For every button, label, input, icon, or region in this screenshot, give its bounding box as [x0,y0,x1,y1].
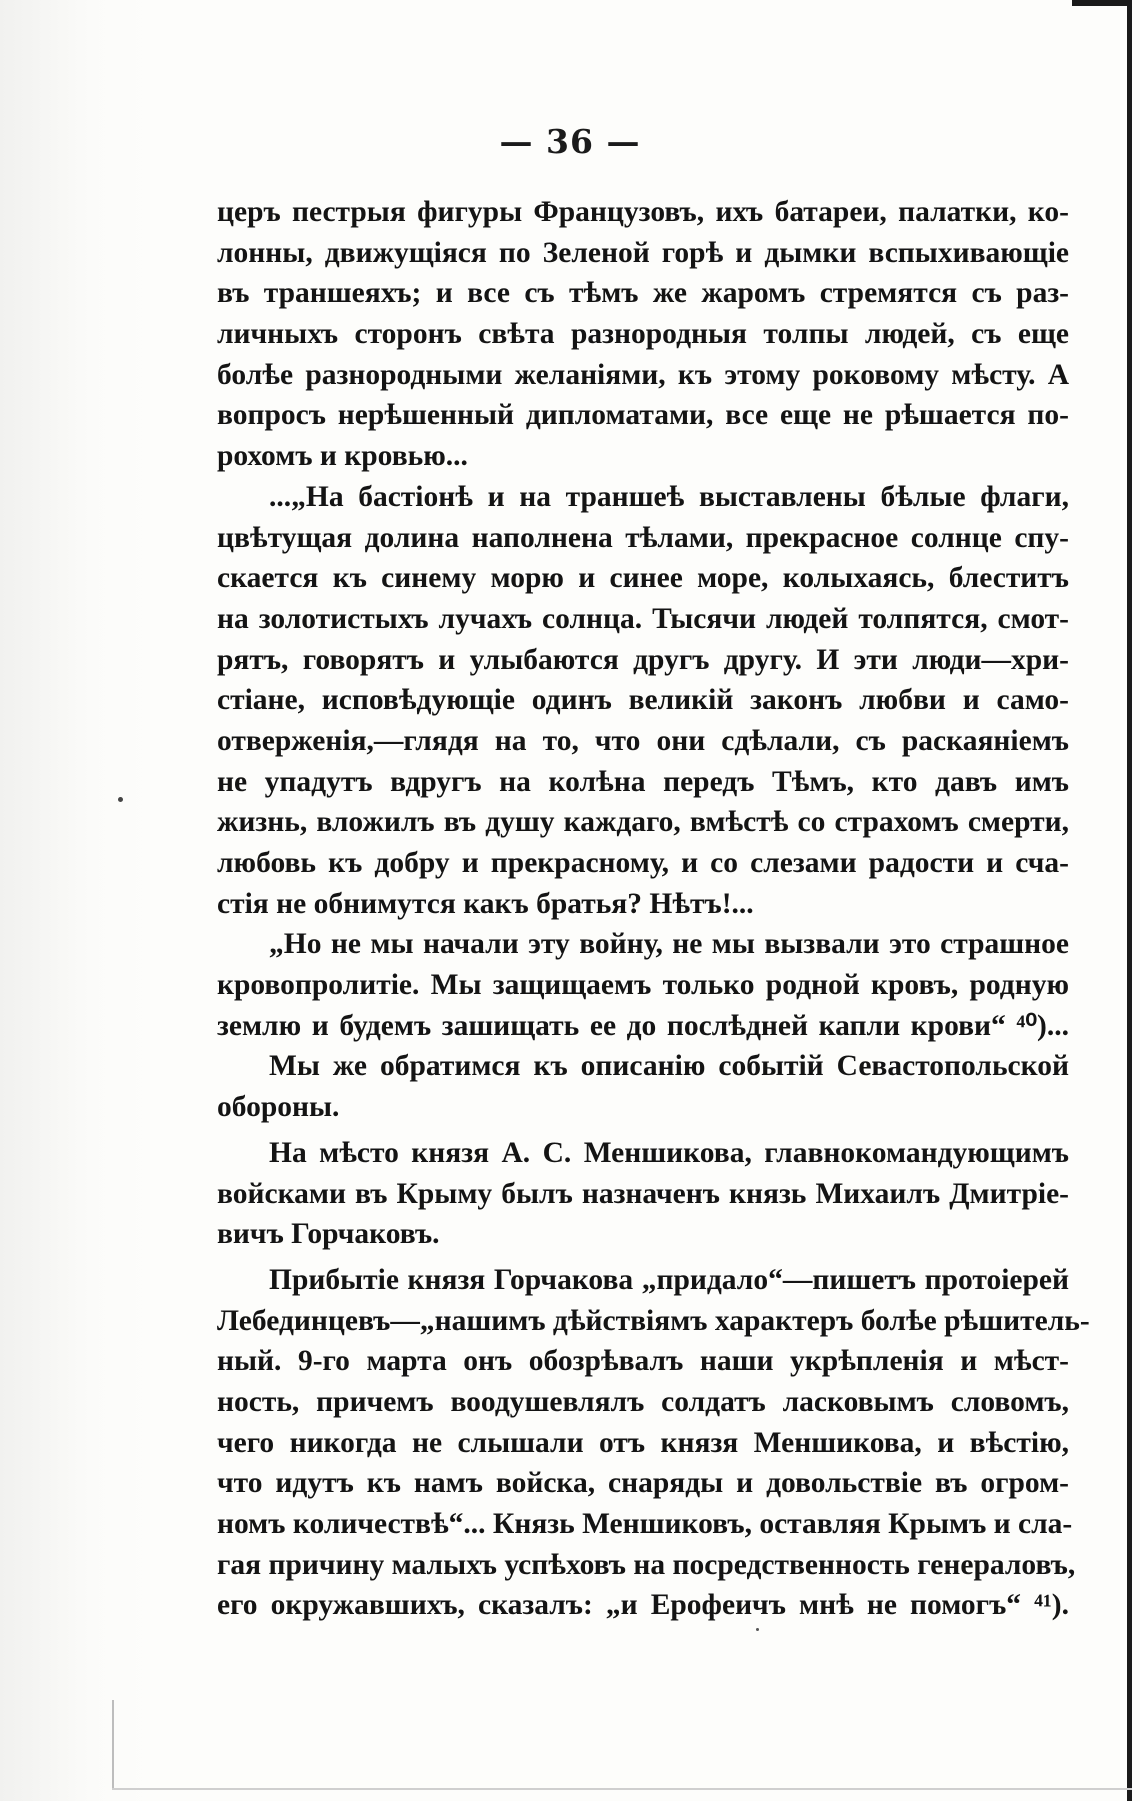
text-line: болѣе разнородными желаніями, къ этому роковому мѣсту. А [217,358,1069,391]
text-line: рятъ, говорятъ и улыбаются другъ другу. И эти люди—хри- [217,643,1069,676]
text-line: „Но не мы начали эту войну, не мы вызвали это страшное [269,928,1069,961]
text-line: стіане, исповѣдующіе одинъ великій законъ любви и само- [217,684,1069,717]
text-line: вопросъ нерѣшенный дипломатами, все еще не рѣшается по- [217,399,1069,432]
text-line: лонны, движущіяся по Зеленой горѣ и дымки вспыхивающіе [217,236,1069,269]
text-line: цвѣтущая долина наполнена тѣлами, прекрасное солнце спу- [217,521,1069,554]
scan-gutter-shadow [0,0,150,1801]
binding-edge [1127,0,1132,1801]
text-line: въ траншеяхъ; и все съ тѣмъ же жаромъ стремятся съ раз- [217,277,1069,310]
page-bottom-edge [112,1788,1132,1790]
text-line: Лебединцевъ—„нашимъ дѣйствіямъ характеръ болѣе рѣшитель- [217,1304,1090,1337]
text-line: рохомъ и кровью... [217,440,468,473]
text-line: его окружавшихъ, сказалъ: „и Ерофеичъ мнѣ не помогъ“ ⁴¹). [217,1589,1069,1622]
text-line: ...„На бастіонѣ и на траншеѣ выставлены бѣлые флаги, [269,480,1069,513]
text-line: любовь къ добру и прекрасному, и со слезами радости и сча- [217,847,1069,879]
binding-edge-top [1072,0,1132,6]
text-line: вичъ Горчаковъ. [217,1218,440,1251]
text-line: чего никогда не слышали отъ князя Меншикова, и вѣстію, [217,1426,1069,1459]
text-line: ный. 9-го марта онъ обозрѣвалъ наши укрѣпленія и мѣст- [217,1345,1069,1378]
text-line: обороны. [217,1091,340,1124]
text-line: что идутъ къ намъ войска, снаряды и довольствіе въ огром- [217,1467,1069,1500]
text-line: гая причину малыхъ успѣховъ на посредственность генераловъ, [217,1548,1076,1581]
text-line: стія не обнимутся какъ братья? Нѣтъ!... [217,887,754,920]
ink-speck [118,797,123,802]
text-line: скается къ синему морю и синее море, колыхаясь, блеститъ [217,562,1069,595]
ink-speck [756,1628,759,1631]
text-line: не упадутъ вдругъ на колѣна передъ Тѣмъ, кто давъ имъ [217,765,1069,798]
text-line: ность, причемъ воодушевлялъ солдатъ ласковымъ словомъ, [217,1385,1069,1418]
page-corner-mark [112,1700,114,1788]
text-line: церъ пестрыя фигуры Французовъ, ихъ батареи, палатки, ко- [217,196,1069,228]
text-line: На мѣсто князя А. С. Меншикова, главнокомандующимъ [269,1136,1069,1169]
text-line: землю и будемъ зашищать ее до послѣдней капли крови“ ⁴⁰)... [217,1009,1069,1042]
body-text [217,192,1090,1626]
text-line: на золотистыхъ лучахъ солнца. Тысячи людей толпятся, смот- [217,602,1069,635]
text-line: Прибытіе князя Горчакова „придало“—пишетъ протоіерей [269,1263,1069,1296]
text-line: кровопролитіе. Мы защищаемъ только родной кровъ, родную [217,969,1069,1002]
text-line: Мы же обратимся къ описанію событій Севастопольской [269,1050,1069,1083]
text-line: отверженія,—глядя на то, что они сдѣлали, съ раскаяніемъ [217,724,1069,757]
text-line: войсками въ Крыму былъ назначенъ князь Михаилъ Дмитріе- [217,1177,1069,1210]
text-line: личныхъ сторонъ свѣта разнородныя толпы людей, съ еще [217,318,1069,351]
page-number: — 36 — [499,122,641,161]
text-line: номъ количествѣ“... Князь Меншиковъ, оставляя Крымъ и сла- [217,1508,1073,1540]
text-line: жизнь, вложилъ въ душу каждаго, вмѣстѣ со страхомъ смерти, [217,806,1069,839]
